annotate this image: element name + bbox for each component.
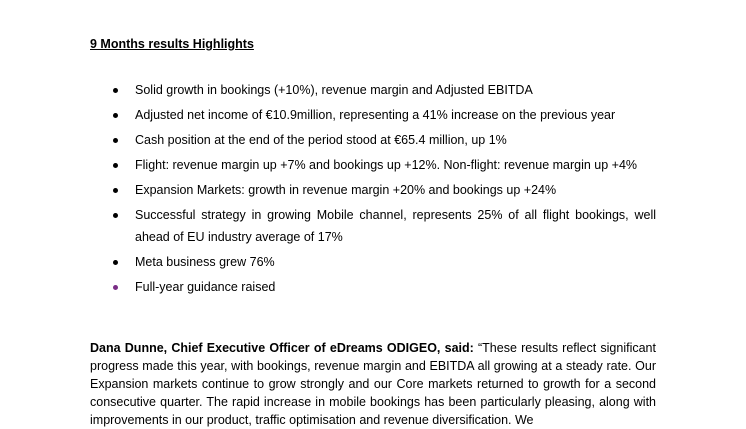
bullet-icon [113,285,118,290]
bullet-text: Expansion Markets: growth in revenue margin +20% and bookings up +24% [135,183,557,197]
bullet-text: Solid growth in bookings (+10%), revenue margin and Adjusted EBITDA [135,83,533,97]
bullet-icon [113,188,118,193]
bullet-text: Adjusted net income of €10.9million, representing a 41% increase on the previous year [135,108,616,122]
bullet-icon [113,113,118,118]
bullet-icon [113,138,118,143]
bullet-icon [113,213,118,218]
list-item [0,154,656,176]
list-item [0,251,656,273]
highlights-list [0,79,746,301]
list-item [0,79,656,101]
list-item [0,179,656,201]
quote-speaker: Dana Dunne, Chief Executive Officer of eDreams ODIGEO, said: [90,341,474,355]
bullet-icon [113,163,118,168]
list-item [0,204,656,248]
bullet-text: Flight: revenue margin up +7% and bookings up +12%. Non-flight: revenue margin up +4% [135,158,638,172]
list-item [0,276,656,298]
list-item [0,129,656,151]
bullet-text: Meta business grew 76% [135,255,275,269]
bullet-text: Successful strategy in growing Mobile channel, represents 25% of all flight bookings, well ahead of EU industry average of 17% [135,208,656,244]
bullet-icon [113,260,118,265]
ceo-quote-paragraph [90,339,656,429]
bullet-text: Cash position at the end of the period stood at €65.4 million, up 1% [135,133,507,147]
section-heading: 9 Months results Highlights [90,37,254,51]
bullet-text: Full-year guidance raised [135,280,276,294]
bullet-icon [113,88,118,93]
quote-body: “These results reflect significant progress made this year, with bookings, revenue margin and EBITDA all growing at a steady rate. Our Expansion markets continue to grow strongly and our Core markets returned to growth for a second consecutive quarter. The rapid increase in mobile bookings has been particularly pleasing, along with improvements in our product, traffic optimisation and revenue diversification. We [90,341,656,427]
list-item [0,104,656,126]
